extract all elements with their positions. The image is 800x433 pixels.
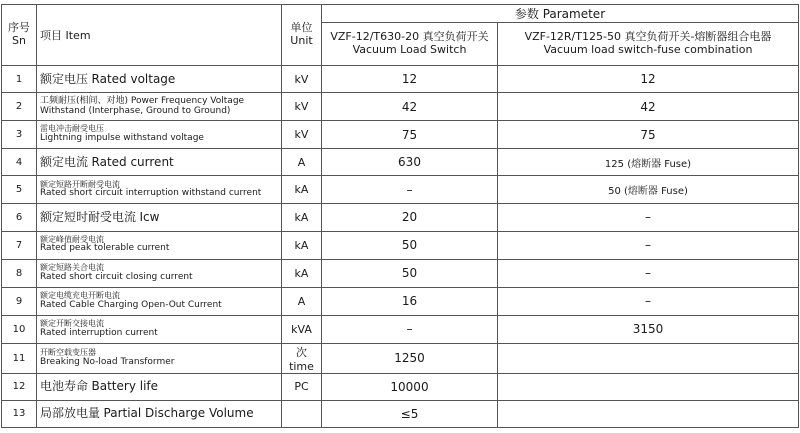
row-item xyxy=(37,204,282,231)
row-value-col1: – xyxy=(322,176,498,204)
row-unit xyxy=(282,400,322,427)
row-item-zh: 雷电冲击耐受电压 xyxy=(40,124,104,134)
row-item xyxy=(37,400,282,427)
row-item-en: Breaking No-load Transformer xyxy=(40,356,175,367)
header-sn xyxy=(2,5,37,66)
row-value-col2: 75 xyxy=(498,121,799,149)
table-row xyxy=(2,315,799,343)
row-item-zh: 额定电压 xyxy=(40,71,89,86)
row-unit: A xyxy=(282,149,322,176)
row-unit: PC xyxy=(282,373,322,400)
row-value-col2: – xyxy=(498,287,799,315)
row-sn: 4 xyxy=(2,149,37,176)
row-value-col2: 125 (熔断器 Fuse) xyxy=(498,149,799,176)
row-item-zh: 额定短路开断耐受电流 xyxy=(40,179,120,189)
row-unit: kV xyxy=(282,93,322,121)
table-row xyxy=(2,121,799,149)
row-item-zh: 额定开断交接电流 xyxy=(40,318,104,328)
table-row xyxy=(2,93,799,121)
row-sn: 5 xyxy=(2,176,37,204)
row-unit: kVA xyxy=(282,315,322,343)
row-item xyxy=(37,149,282,176)
header-unit-en: Unit xyxy=(290,34,313,48)
row-sn: 10 xyxy=(2,315,37,343)
row-item-en: Rated short circuit interruption withstand current xyxy=(40,188,262,199)
row-value-col1: 75 xyxy=(322,121,498,149)
row-unit: kA xyxy=(282,231,322,259)
row-sn: 2 xyxy=(2,93,37,121)
row-item-en: Lightning impulse withstand voltage xyxy=(40,133,204,144)
row-item-en: Withstand (Interphase, Ground to Ground) xyxy=(40,105,231,116)
table-row xyxy=(2,400,799,427)
table-row xyxy=(2,259,799,287)
row-value-col1: 20 xyxy=(322,204,498,231)
row-empty-cell xyxy=(498,400,799,427)
row-item-zh: 额定电缆充电开断电流 xyxy=(40,290,120,300)
table-row xyxy=(2,176,799,204)
row-item-zh: 开断空载变压器 xyxy=(40,347,96,357)
header-col1 xyxy=(322,23,498,66)
header-sn-en: Sn xyxy=(12,34,26,48)
table-row xyxy=(2,231,799,259)
row-item-zh: 额定短时耐受电流 xyxy=(40,209,137,224)
header-col2-model: VZF-12R/T125-50 真空负荷开关-熔断器组合电器 xyxy=(524,30,772,44)
row-unit: kV xyxy=(282,121,322,149)
row-unit: kA xyxy=(282,204,322,231)
row-item-zh: 工频耐压(相间、对地) Power Frequency Voltage xyxy=(40,95,245,106)
row-item-zh: 额定短路关合电流 xyxy=(40,262,104,272)
row-item xyxy=(37,231,282,259)
row-value-col1: 12 xyxy=(322,66,498,93)
row-sn: 6 xyxy=(2,204,37,231)
row-item-en: Rated current xyxy=(91,154,174,169)
header-col2-name: Vacuum load switch-fuse combination xyxy=(543,43,753,57)
row-item-en: Rated peak tolerable current xyxy=(40,243,170,254)
row-value-col1: 630 xyxy=(322,149,498,176)
table-row xyxy=(2,373,799,400)
row-unit: kA xyxy=(282,259,322,287)
row-value: 10000 xyxy=(322,373,498,400)
row-sn: 8 xyxy=(2,259,37,287)
row-item-en: Rated voltage xyxy=(91,71,176,86)
row-empty-cell xyxy=(498,373,799,400)
header-row xyxy=(2,5,799,23)
header-item: 项目 Item xyxy=(37,5,282,66)
table-row xyxy=(2,287,799,315)
table-row xyxy=(2,204,799,231)
table-row xyxy=(2,149,799,176)
row-value: ≤5 xyxy=(322,400,498,427)
row-item-en: Partial Discharge Volume xyxy=(103,406,254,421)
row-item xyxy=(37,287,282,315)
row-item xyxy=(37,121,282,149)
row-unit: 次 time xyxy=(282,343,322,373)
row-value-col1: 42 xyxy=(322,93,498,121)
row-item-en: Battery life xyxy=(91,379,159,394)
row-value-col2: 3150 xyxy=(498,315,799,343)
row-sn: 9 xyxy=(2,287,37,315)
row-value-col1: 50 xyxy=(322,259,498,287)
row-item-en: Icw xyxy=(139,209,160,224)
row-item-zh: 额定峰值耐受电流 xyxy=(40,234,104,244)
header-sn-zh: 序号 xyxy=(8,21,30,35)
row-value-col1: 16 xyxy=(322,287,498,315)
row-value: 1250 xyxy=(322,343,498,373)
row-value-col2: – xyxy=(498,204,799,231)
row-value-col2: – xyxy=(498,231,799,259)
row-value-col2: – xyxy=(498,259,799,287)
row-empty-cell xyxy=(498,343,799,373)
header-unit xyxy=(282,5,322,66)
row-item-en: Rated short circuit closing current xyxy=(40,271,193,282)
header-col1-model: VZF-12/T630-20 真空负荷开关 xyxy=(330,30,489,44)
row-sn: 1 xyxy=(2,66,37,93)
table-row xyxy=(2,343,799,373)
row-item xyxy=(37,343,282,373)
row-value-col2: 42 xyxy=(498,93,799,121)
row-sn: 7 xyxy=(2,231,37,259)
header-parameter: 参数 Parameter xyxy=(322,5,799,23)
row-item xyxy=(37,93,282,121)
row-unit: A xyxy=(282,287,322,315)
row-item-zh: 额定电流 xyxy=(40,154,89,169)
row-item xyxy=(37,176,282,204)
row-value-col1: – xyxy=(322,315,498,343)
row-item xyxy=(37,66,282,93)
row-item-zh: 电池寿命 xyxy=(40,379,89,394)
header-col1-name: Vacuum Load Switch xyxy=(352,43,467,57)
row-unit: kV xyxy=(282,66,322,93)
table-row xyxy=(2,66,799,93)
row-sn: 12 xyxy=(2,373,37,400)
row-item xyxy=(37,259,282,287)
row-value-col2: 50 (熔断器 Fuse) xyxy=(498,176,799,204)
row-sn: 3 xyxy=(2,121,37,149)
row-item-zh: 局部放电量 xyxy=(40,406,101,421)
row-item xyxy=(37,373,282,400)
spec-table xyxy=(1,4,799,428)
row-item xyxy=(37,315,282,343)
row-value-col2: 12 xyxy=(498,66,799,93)
header-unit-zh: 单位 xyxy=(290,21,313,35)
row-value-col1: 50 xyxy=(322,231,498,259)
row-item-en: Rated Cable Charging Open-Out Current xyxy=(40,299,222,310)
row-sn: 11 xyxy=(2,343,37,373)
header-col2 xyxy=(498,23,799,66)
row-sn: 13 xyxy=(2,400,37,427)
row-unit: kA xyxy=(282,176,322,204)
row-item-en: Rated interruption current xyxy=(40,327,158,338)
